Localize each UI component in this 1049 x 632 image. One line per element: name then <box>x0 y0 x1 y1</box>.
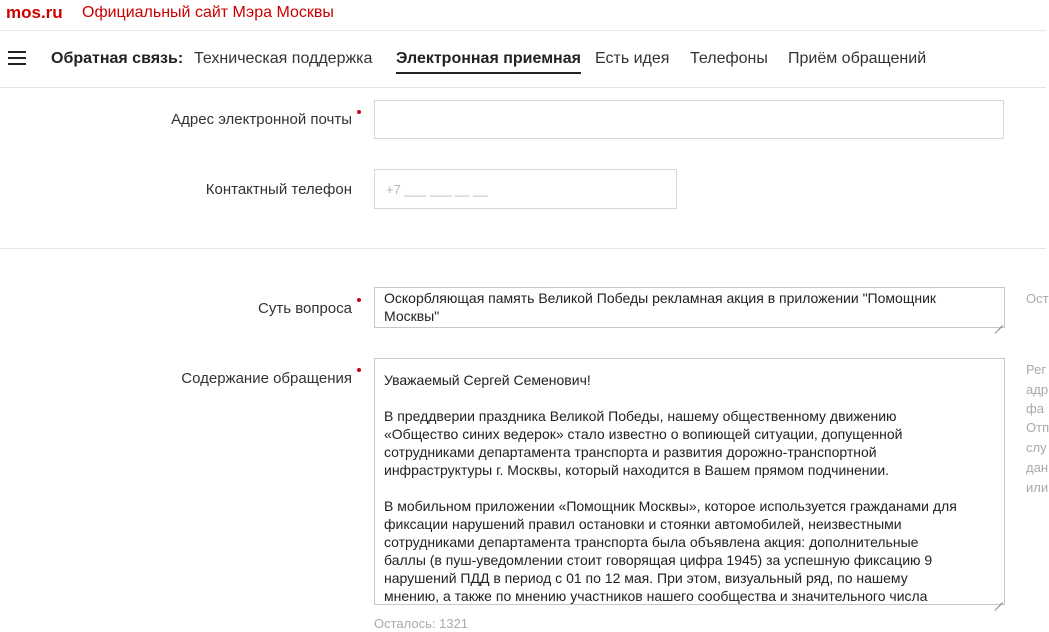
required-marker <box>357 110 361 114</box>
nav-tab-tech-support[interactable]: Техническая поддержка <box>194 50 373 67</box>
resize-handle[interactable] <box>995 318 1003 326</box>
subject-label: Суть вопроса <box>258 300 352 317</box>
phone-label: Контактный телефон <box>205 181 352 198</box>
subject-textarea[interactable] <box>374 287 1005 328</box>
content-hint-line: Рег <box>1026 362 1047 377</box>
resize-handle[interactable] <box>995 595 1003 603</box>
required-marker <box>357 368 361 372</box>
subject-hint: Ост <box>1026 291 1049 306</box>
required-marker <box>357 298 361 302</box>
hamburger-icon[interactable] <box>8 51 26 65</box>
brand-logo[interactable]: mos.ru <box>6 3 63 22</box>
nav-tab-appeals-reception[interactable]: Приём обращений <box>788 50 927 67</box>
content-hint-line: Отп <box>1026 420 1049 435</box>
content-hint-line: фа <box>1026 401 1044 416</box>
nav-section-label: Обратная связь: <box>51 50 184 67</box>
site-title-link[interactable]: Официальный сайт Мэра Москвы <box>82 4 334 21</box>
phone-placeholder: +7 ___ ___ __ __ <box>386 182 488 197</box>
top-bar <box>0 0 1046 31</box>
content-hint-line: или <box>1026 480 1049 495</box>
phone-field[interactable] <box>374 169 677 209</box>
content-text: Уважаемый Сергей Семенович! В преддверии праздника Великой Победы, нашему общественному движению «Общество синих ведерок» стало известно о вопиющей ситуации, допущенной сотрудниками департамента транспорта и развития дорожно-транспортной инфраструктуры г. Москвы, который находится в Вашем прямом подчинении. В мобильном приложении «Помощник Москвы», которое используется гражданами для фиксации нарушений правил остановки и стоянки автомобилей, неизвестными сотрудниками департамента транспорта была объявлена акция: дополнительные баллы (в пуш-уведомлении стоит говорящая цифра 1945) за успешную фиксацию 9 нарушений ПДД в период с 01 по 12 мая. При этом, визуальный ряд, по нашему мнению, а также по мнению участников нашего сообщества и значительного числа <box>384 372 957 604</box>
feedback-nav <box>0 31 1046 88</box>
subject-text: Оскорбляющая память Великой Победы рекламная акция в приложении "Помощник Москвы" <box>384 290 937 324</box>
content-textarea[interactable] <box>374 358 1005 605</box>
content-hint-line: дан <box>1026 460 1048 475</box>
nav-tab-e-reception[interactable]: Электронная приемная <box>396 50 581 67</box>
content-hint-line: слу <box>1026 440 1047 455</box>
email-field[interactable] <box>374 100 1004 139</box>
content-label: Содержание обращения <box>181 370 352 387</box>
content-hint-line: адр <box>1026 382 1049 397</box>
nav-tab-phones[interactable]: Телефоны <box>690 50 768 67</box>
chars-remaining-counter: Осталось: 1321 <box>374 616 469 631</box>
section-divider <box>0 248 1046 249</box>
email-label: Адрес электронной почты <box>171 111 352 128</box>
nav-tab-idea[interactable]: Есть идея <box>595 50 670 67</box>
